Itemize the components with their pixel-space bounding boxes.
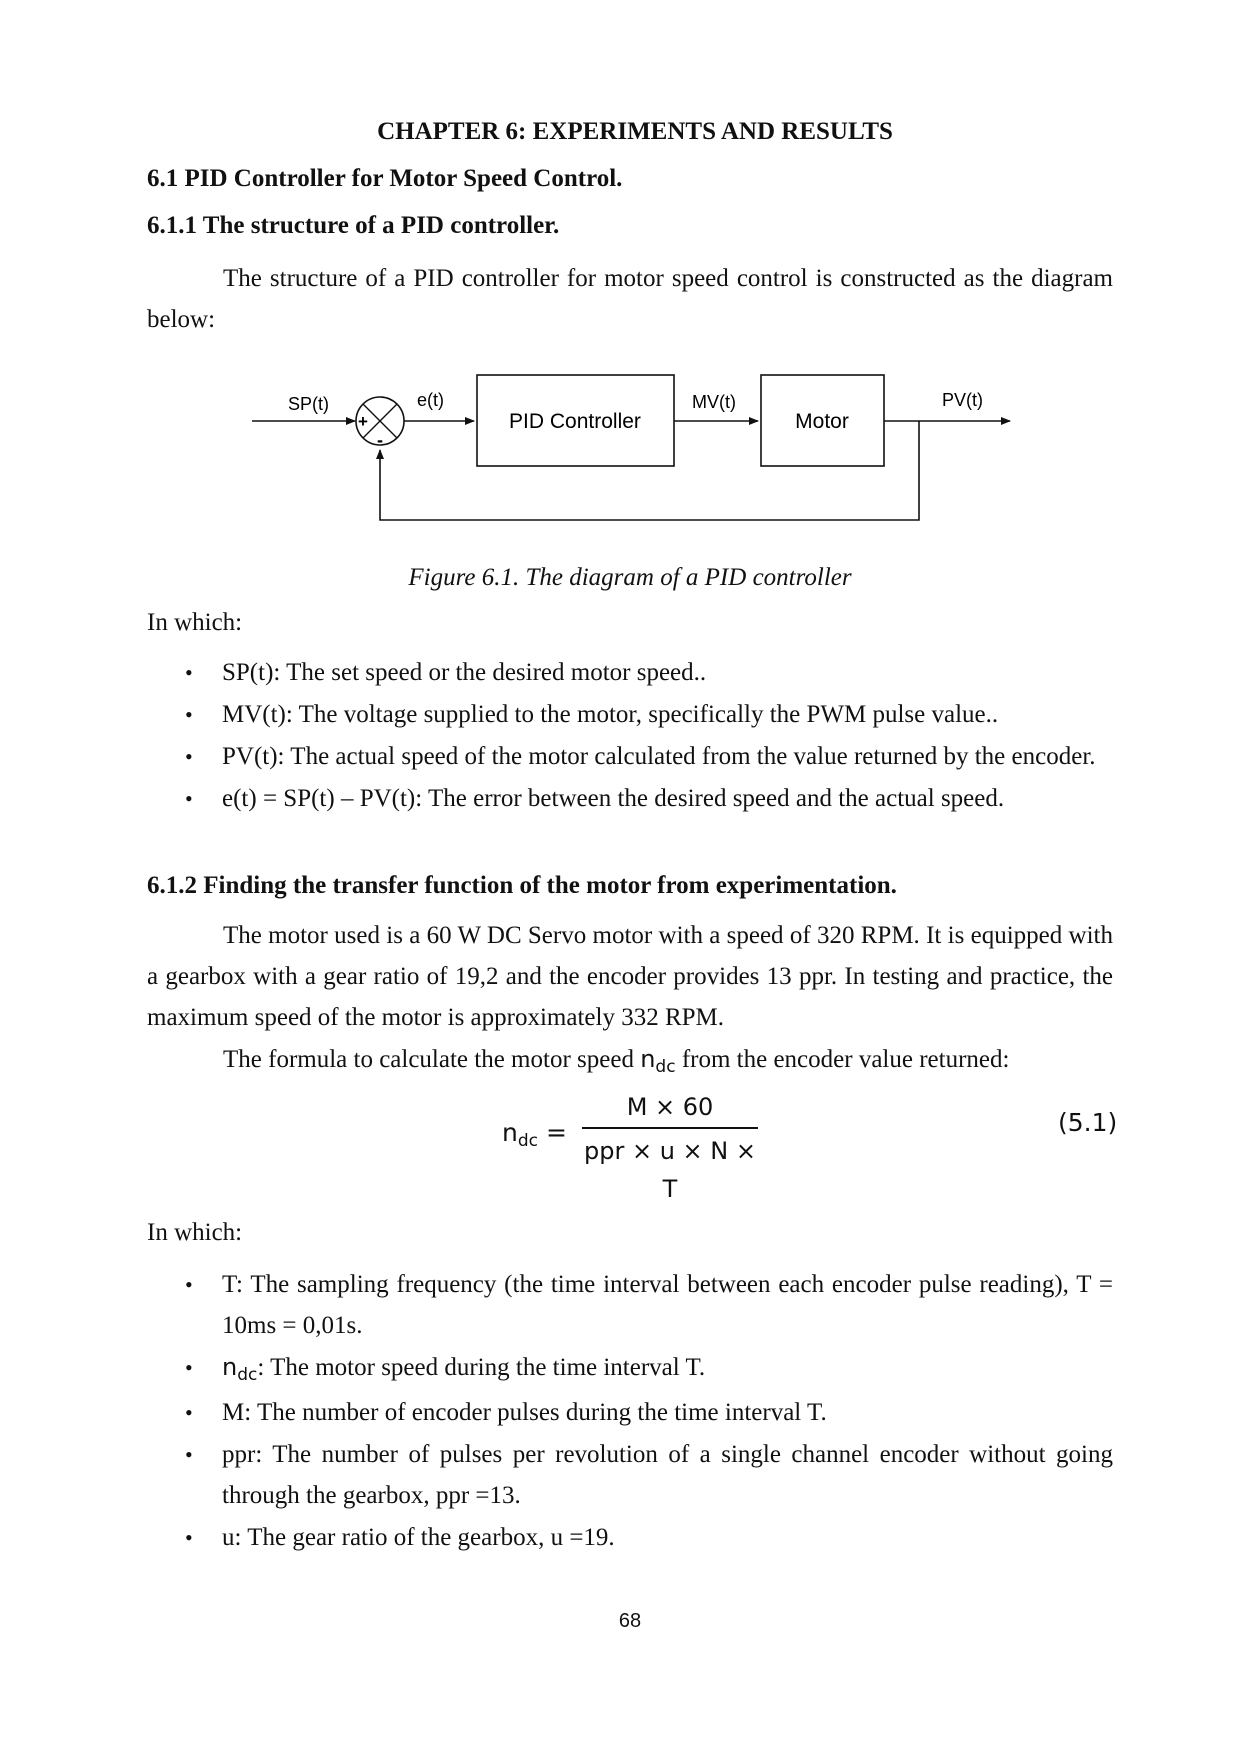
motor-description-paragraph: The motor used is a 60 W DC Servo motor with a speed of 320 RPM. It is equipped with a gearbox with a gear ratio of 19,2 and the encoder provides 13 ppr. In testing and practice, the maximum speed of the motor is approximately 332 RPM.: [147, 922, 1113, 1031]
section-title: 6.1 PID Controller for Motor Speed Control.: [147, 165, 623, 192]
minus-sign: -: [377, 430, 383, 450]
motor-label: Motor: [795, 410, 849, 433]
list-item: • e(t) = SP(t) – PV(t): The error between the desired speed and the actual speed.: [147, 778, 1113, 819]
mv-label: MV(t): [692, 392, 736, 412]
variable-list-1: [147, 652, 1113, 820]
equation-numerator: M × 60: [626, 1093, 714, 1121]
in-which-label-2: In which:: [147, 1219, 243, 1246]
equation-number: (5.1): [1058, 1108, 1118, 1137]
subsection-title-transfer-function: 6.1.2 Finding the transfer function of the motor from experimentation.: [147, 872, 897, 899]
pid-block-diagram: [240, 370, 1040, 530]
list-item: • PV(t): The actual speed of the motor calculated from the value returned by the encoder.: [147, 736, 1113, 777]
plus-sign: +: [358, 412, 368, 431]
formula-intro-paragraph: [147, 1039, 1113, 1083]
error-label: e(t): [417, 390, 444, 410]
list-item: • M: The number of encoder pulses during the time interval T.: [147, 1392, 1113, 1433]
formula-intro-text: The formula to calculate the motor speed: [223, 1046, 634, 1073]
equation-fraction: [582, 1088, 758, 1203]
pv-label: PV(t): [942, 390, 984, 410]
in-which-label-1: In which:: [147, 609, 243, 636]
intro-paragraph: The structure of a PID controller for motor speed control is constructed as the diagram below:: [147, 265, 1113, 333]
chapter-title: CHAPTER 6: EXPERIMENTS AND RESULTS: [377, 118, 893, 145]
page-number: 68: [618, 1610, 642, 1632]
list-item: • u: The gear ratio of the gearbox, u =19.: [147, 1517, 1113, 1558]
ndc-symbol: $n_{dc}$: [640, 1045, 676, 1077]
variable-list-2: [147, 1264, 1113, 1559]
equation-denominator: ppr × u × N × T: [584, 1137, 756, 1203]
list-item: • T: The sampling frequency (the time interval between each encoder pulse reading), T = 10ms = 0,01s.: [147, 1264, 1113, 1346]
equation-lhs: $n_{dc}$ =: [502, 1118, 567, 1151]
list-item: • SP(t): The set speed or the desired motor speed..: [147, 652, 1113, 693]
list-item: • $n_{dc}$: The motor speed during the time interval T.: [147, 1347, 1113, 1391]
pid-controller-label: PID Controller: [509, 410, 641, 433]
list-item: • ppr: The number of pulses per revolution of a single channel encoder without going through the gearbox, ppr =13.: [147, 1434, 1113, 1516]
figure-caption: Figure 6.1. The diagram of a PID controller: [408, 564, 852, 591]
formula-intro-text-end: from the encoder value returned:: [681, 1046, 1010, 1073]
sp-label: SP(t): [288, 394, 330, 414]
speed-equation: [490, 1088, 770, 1203]
list-item: • MV(t): The voltage supplied to the motor, specifically the PWM pulse value..: [147, 694, 1113, 735]
subsection-title-structure: 6.1.1 The structure of a PID controller.: [147, 212, 560, 239]
